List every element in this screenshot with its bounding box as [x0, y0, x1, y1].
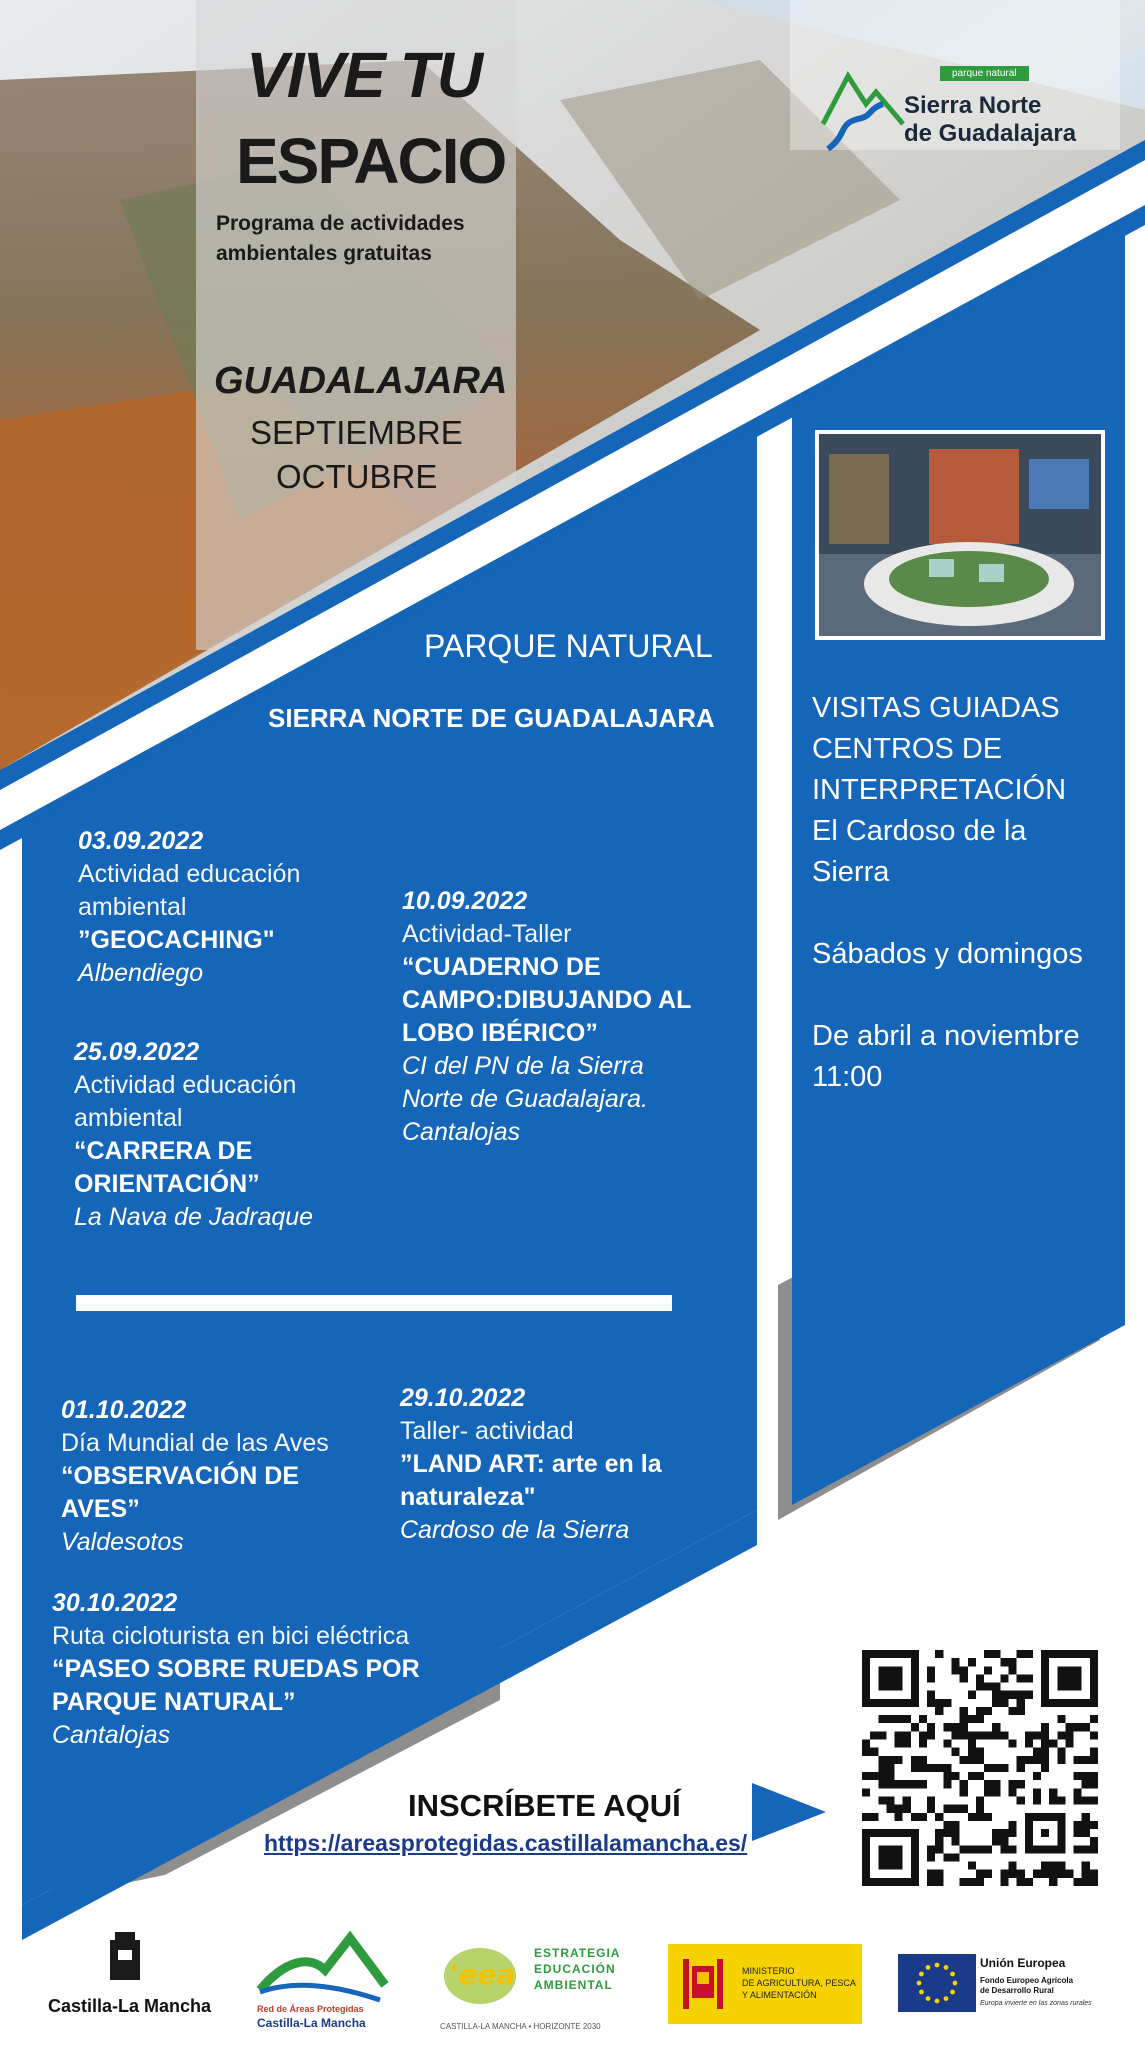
event-kind: Actividad educación ambiental: [78, 860, 301, 921]
eu-logo: [898, 1954, 1128, 2024]
svg-text:'eea: 'eea: [450, 1958, 516, 1991]
event-date: 10.09.2022: [402, 887, 528, 915]
event-place: Cardoso de la Sierra: [400, 1516, 630, 1544]
visits-line5: Sierra: [812, 856, 890, 888]
event-kind: Taller- actividad: [400, 1417, 574, 1445]
event-item: [74, 1036, 344, 1234]
event-item: [52, 1587, 452, 1752]
eea-leaf-icon: [440, 1938, 520, 2008]
visits-days: Sábados y domingos: [812, 938, 1083, 970]
red-areas-logo: [255, 1930, 395, 2030]
event-item: [400, 1382, 670, 1547]
eea-sub: CASTILLA-LA MANCHA • HORIZONTE 2030: [440, 2022, 601, 2031]
park-badge: parque natural: [940, 66, 1029, 81]
eu-line3: Europa invierte en las zonas rurales: [980, 2000, 1092, 2007]
visits-line4: El Cardoso de la: [812, 815, 1027, 847]
qr-code-icon: [862, 1650, 1098, 1886]
spain-coat-of-arms-icon: [678, 1954, 728, 2014]
red-areas-line2: Castilla-La Mancha: [257, 2016, 366, 2030]
park-name-line1: Sierra Norte: [904, 92, 1042, 119]
event-title: ”LAND ART: arte en la naturaleza": [400, 1450, 662, 1511]
ministry-line1: MINISTERIO: [742, 1966, 795, 1976]
page-title-line2: ESPACIO: [236, 125, 506, 197]
ministry-line2: DE AGRICULTURA, PESCA: [742, 1978, 856, 1988]
eea-line3: AMBIENTAL: [534, 1978, 613, 1992]
event-title: “OBSERVACIÓN DE AVES”: [61, 1462, 300, 1523]
event-item: [402, 885, 692, 1149]
visits-line1: VISITAS GUIADAS: [812, 692, 1060, 724]
signup-link[interactable]: https://areasprotegidas.castillalamancha.es/: [264, 1830, 748, 1856]
month-october: OCTUBRE: [276, 458, 438, 495]
event-date: 29.10.2022: [400, 1384, 526, 1412]
visits-time: 11:00: [812, 1061, 883, 1093]
event-title: ”GEOCACHING": [78, 926, 275, 954]
coat-of-arms-icon: [100, 1930, 150, 1990]
mountain-green-icon: [255, 1930, 395, 2005]
park-name-line2: de Guadalajara: [904, 120, 1077, 147]
visits-line2: CENTROS DE: [812, 733, 1003, 765]
subtitle-line1: Programa de actividades: [216, 212, 465, 235]
eea-line1: ESTRATEGIA: [534, 1946, 621, 1960]
eu-line1: Fondo Europeo Agrícola: [980, 1976, 1074, 1985]
mountain-road-icon: [818, 64, 908, 154]
guided-visits-block: [812, 688, 1112, 893]
event-place: CI del PN de la Sierra Norte de Guadalajara. Cantalojas: [402, 1052, 648, 1146]
visits-line3: INTERPRETACIÓN: [812, 774, 1067, 806]
ministry-logo: [668, 1944, 862, 2024]
event-title: “CUADERNO DE CAMPO:DIBUJANDO AL LOBO IBÉRICO”: [402, 953, 691, 1047]
signup-label: INSCRÍBETE AQUÍ: [408, 1788, 681, 1823]
eea-line2: EDUCACIÓN: [534, 1962, 616, 1976]
eu-flag-icon: [898, 1954, 976, 2012]
subtitle-line2: ambientales gratuitas: [216, 242, 432, 265]
clm-logo-text: Castilla-La Mancha: [48, 1996, 212, 2016]
event-kind: Actividad educación ambiental: [74, 1071, 297, 1132]
eea-logo: [440, 1938, 621, 2038]
event-place: Cantalojas: [52, 1721, 171, 1749]
event-date: 30.10.2022: [52, 1589, 178, 1617]
park-section-name: SIERRA NORTE DE GUADALAJARA: [268, 703, 715, 733]
event-title: “CARRERA DE ORIENTACIÓN”: [74, 1137, 260, 1198]
park-logo: [818, 64, 1118, 154]
page-title-line1: VIVE TU: [246, 39, 481, 111]
event-place: Valdesotos: [61, 1528, 184, 1556]
event-date: 03.09.2022: [78, 827, 204, 855]
event-kind: Ruta cicloturista en bici eléctrica: [52, 1622, 410, 1650]
event-place: La Nava de Jadraque: [74, 1203, 314, 1231]
qr-code[interactable]: [862, 1650, 1098, 1886]
interpretation-centre-photo: [815, 430, 1105, 640]
eu-title: Unión Europea: [980, 1956, 1066, 1970]
event-item: [61, 1394, 381, 1559]
clm-logo: [40, 1930, 210, 2030]
province-label: GUADALAJARA: [214, 360, 508, 402]
exhibit-photo-icon: [819, 434, 1101, 636]
event-kind: Día Mundial de las Aves: [61, 1429, 329, 1457]
ministry-line3: Y ALIMENTACIÓN: [742, 1990, 817, 2000]
event-date: 25.09.2022: [74, 1038, 200, 1066]
month-september: SEPTIEMBRE: [250, 414, 463, 451]
visits-period: De abril a noviembre: [812, 1020, 1080, 1052]
event-place: Albendiego: [78, 959, 204, 987]
eu-line2: de Desarrollo Rural: [980, 1986, 1054, 1995]
event-title: “PASEO SOBRE RUEDAS POR PARQUE NATURAL”: [52, 1655, 420, 1716]
event-date: 01.10.2022: [61, 1396, 187, 1424]
event-kind: Actividad-Taller: [402, 920, 572, 948]
event-item: [78, 825, 348, 990]
park-section-label: PARQUE NATURAL: [424, 628, 713, 664]
red-areas-line1: Red de Áreas Protegidas: [257, 2004, 364, 2014]
